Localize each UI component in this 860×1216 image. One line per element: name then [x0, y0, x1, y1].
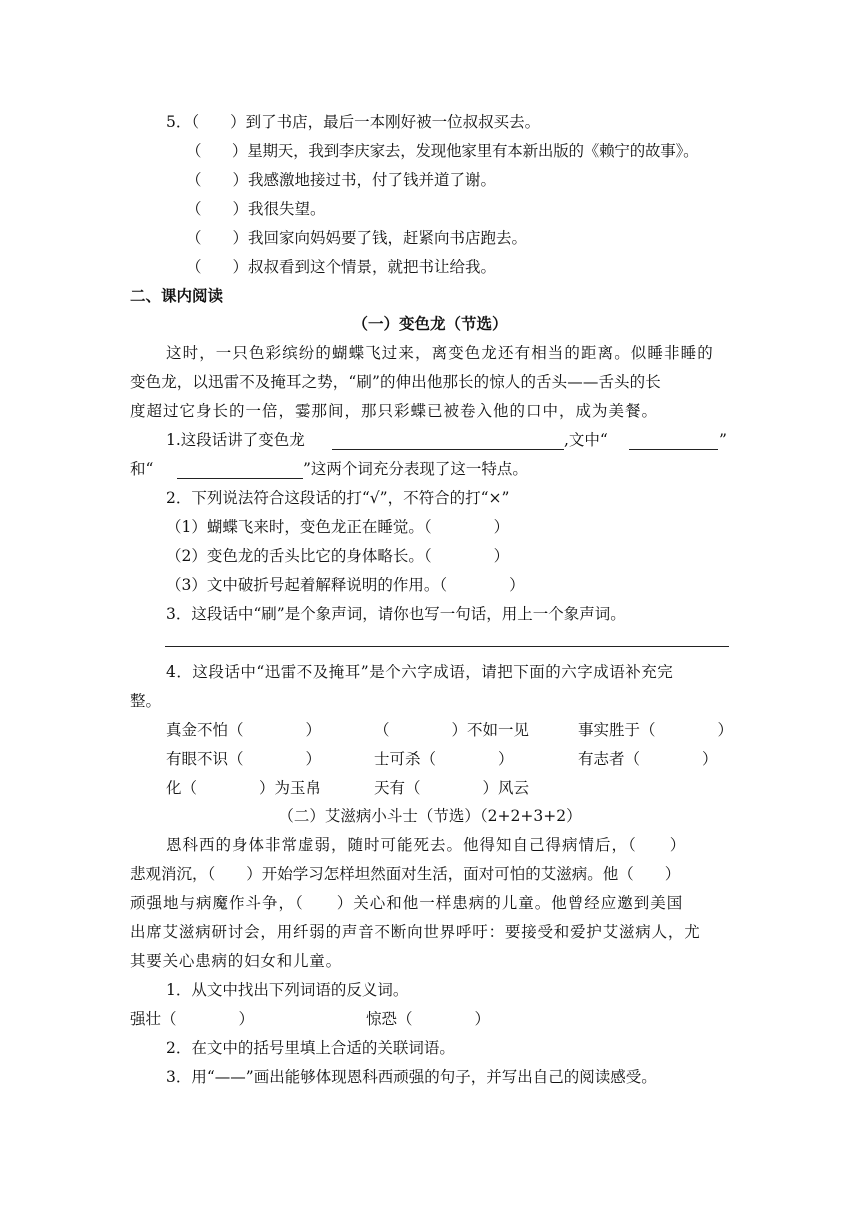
part1-title: （一）变色龙（节选） — [352, 315, 508, 333]
passage2-line-2: 悲观消沉，（ ）开始学习怎样坦然面对生活，面对可怕的艾滋病。他（ ） — [130, 865, 681, 883]
passage2-line-1: 恩科西的身体非常虚弱，随时可能死去。他得知自己得病情后，（ ） — [166, 836, 687, 854]
passage1-line-1: 这时，一只色彩缤纷的蝴蝶飞过来，离变色龙还有相当的距离。似睡非睡的 — [166, 344, 714, 362]
q4-line-2: 整。 — [130, 692, 162, 710]
q1-blank-1[interactable] — [332, 449, 564, 450]
q3-answer-line[interactable] — [165, 646, 729, 647]
passage2-line-3: 顽强地与病魔作斗争，（ ）关心和他一样患病的儿童。他曾经应邀到美国 — [130, 894, 684, 912]
idiom-4: 有眼不识（ ） — [166, 750, 322, 768]
idiom-5: 士可杀（ ） — [374, 750, 514, 768]
q1-blank-2[interactable] — [629, 449, 718, 450]
p2-q3-text: 3．用“——”画出能够体现恩科西顽强的句子，并写出自己的阅读感受。 — [166, 1068, 657, 1086]
order-item-2: （ ）我感激地接过书，付了钱并道了谢。 — [186, 171, 497, 189]
idiom-3: 事实胜于（ ） — [578, 721, 734, 739]
passage1-line-2: 变色龙，以迅雷不及掩耳之势，“刷”的伸出他那长的惊人的舌头——舌头的长 — [130, 373, 661, 391]
q1-text-d: 和“ — [130, 460, 154, 478]
section-heading: 二、课内阅读 — [130, 287, 224, 305]
part2-title: （二）艾滋病小斗士（节选）（2+2+3+2） — [278, 807, 582, 825]
order-item-3: （ ）我很失望。 — [186, 200, 326, 218]
idiom-6: 有志者（ ） — [578, 750, 718, 768]
q1-blank-3[interactable] — [177, 478, 303, 479]
p2-q2-text: 2．在文中的括号里填上合适的关联词语。 — [166, 1039, 455, 1057]
passage2-line-4: 出席艾滋病研讨会，用纤弱的声音不断向世界呼吁：要接受和爱护艾滋病人，尤 — [130, 923, 701, 941]
q2-stem: 2．下列说法符合这段话的打“√”，不符合的打“×” — [166, 489, 510, 507]
q4-line-1: 4．这段话中“迅雷不及掩耳”是个六字成语，请把下面的六字成语补充完 — [166, 663, 674, 681]
p2-q1-word-1: 强壮（ ） — [130, 1010, 255, 1028]
q1-text-e: ”这两个词充分表现了这一特点。 — [303, 460, 528, 478]
idiom-1: 真金不怕（ ） — [166, 721, 322, 739]
order-question-5: 5．（ ）到了书店，最后一本刚好被一位叔叔买去。 — [166, 113, 541, 131]
q2-item-1: （1）蝴蝶飞来时，变色龙正在睡觉。（ ） — [166, 518, 510, 536]
order-item-4: （ ）我回家向妈妈要了钱，赶紧向书店跑去。 — [186, 229, 528, 247]
q1-text-b: ,文中“ — [564, 431, 608, 449]
passage1-line-3: 度超过它身长的一倍，霎那间，那只彩蝶已被卷入他的口中，成为美餐。 — [130, 402, 659, 420]
p2-q1-text: 1．从文中找出下列词语的反义词。 — [166, 981, 409, 999]
idiom-2: （ ）不如一见 — [374, 721, 530, 739]
p2-q1-word-2: 惊恐（ ） — [366, 1010, 491, 1028]
idiom-7: 化（ ）为玉帛 — [166, 779, 322, 797]
q2-item-3: （3）文中破折号起着解释说明的作用。（ ） — [166, 576, 525, 594]
q1-text-a: 1.这段话讲了变色龙 — [166, 431, 310, 449]
q2-item-2: （2）变色龙的舌头比它的身体略长。（ ） — [166, 547, 510, 565]
idiom-8: 天有（ ）风云 — [374, 779, 530, 797]
order-item-5: （ ）叔叔看到这个情景，就把书让给我。 — [186, 258, 497, 276]
order-item-1: （ ）星期天，我到李庆家去，发现他家里有本新出版的《赖宁的故事》。 — [186, 142, 699, 160]
passage2-line-5: 其要关心患病的妇女和儿童。 — [130, 952, 342, 970]
q3-text: 3．这段话中“刷”是个象声词，请你也写一句话，用上一个象声词。 — [166, 605, 626, 623]
q1-text-c: ” — [719, 431, 727, 449]
